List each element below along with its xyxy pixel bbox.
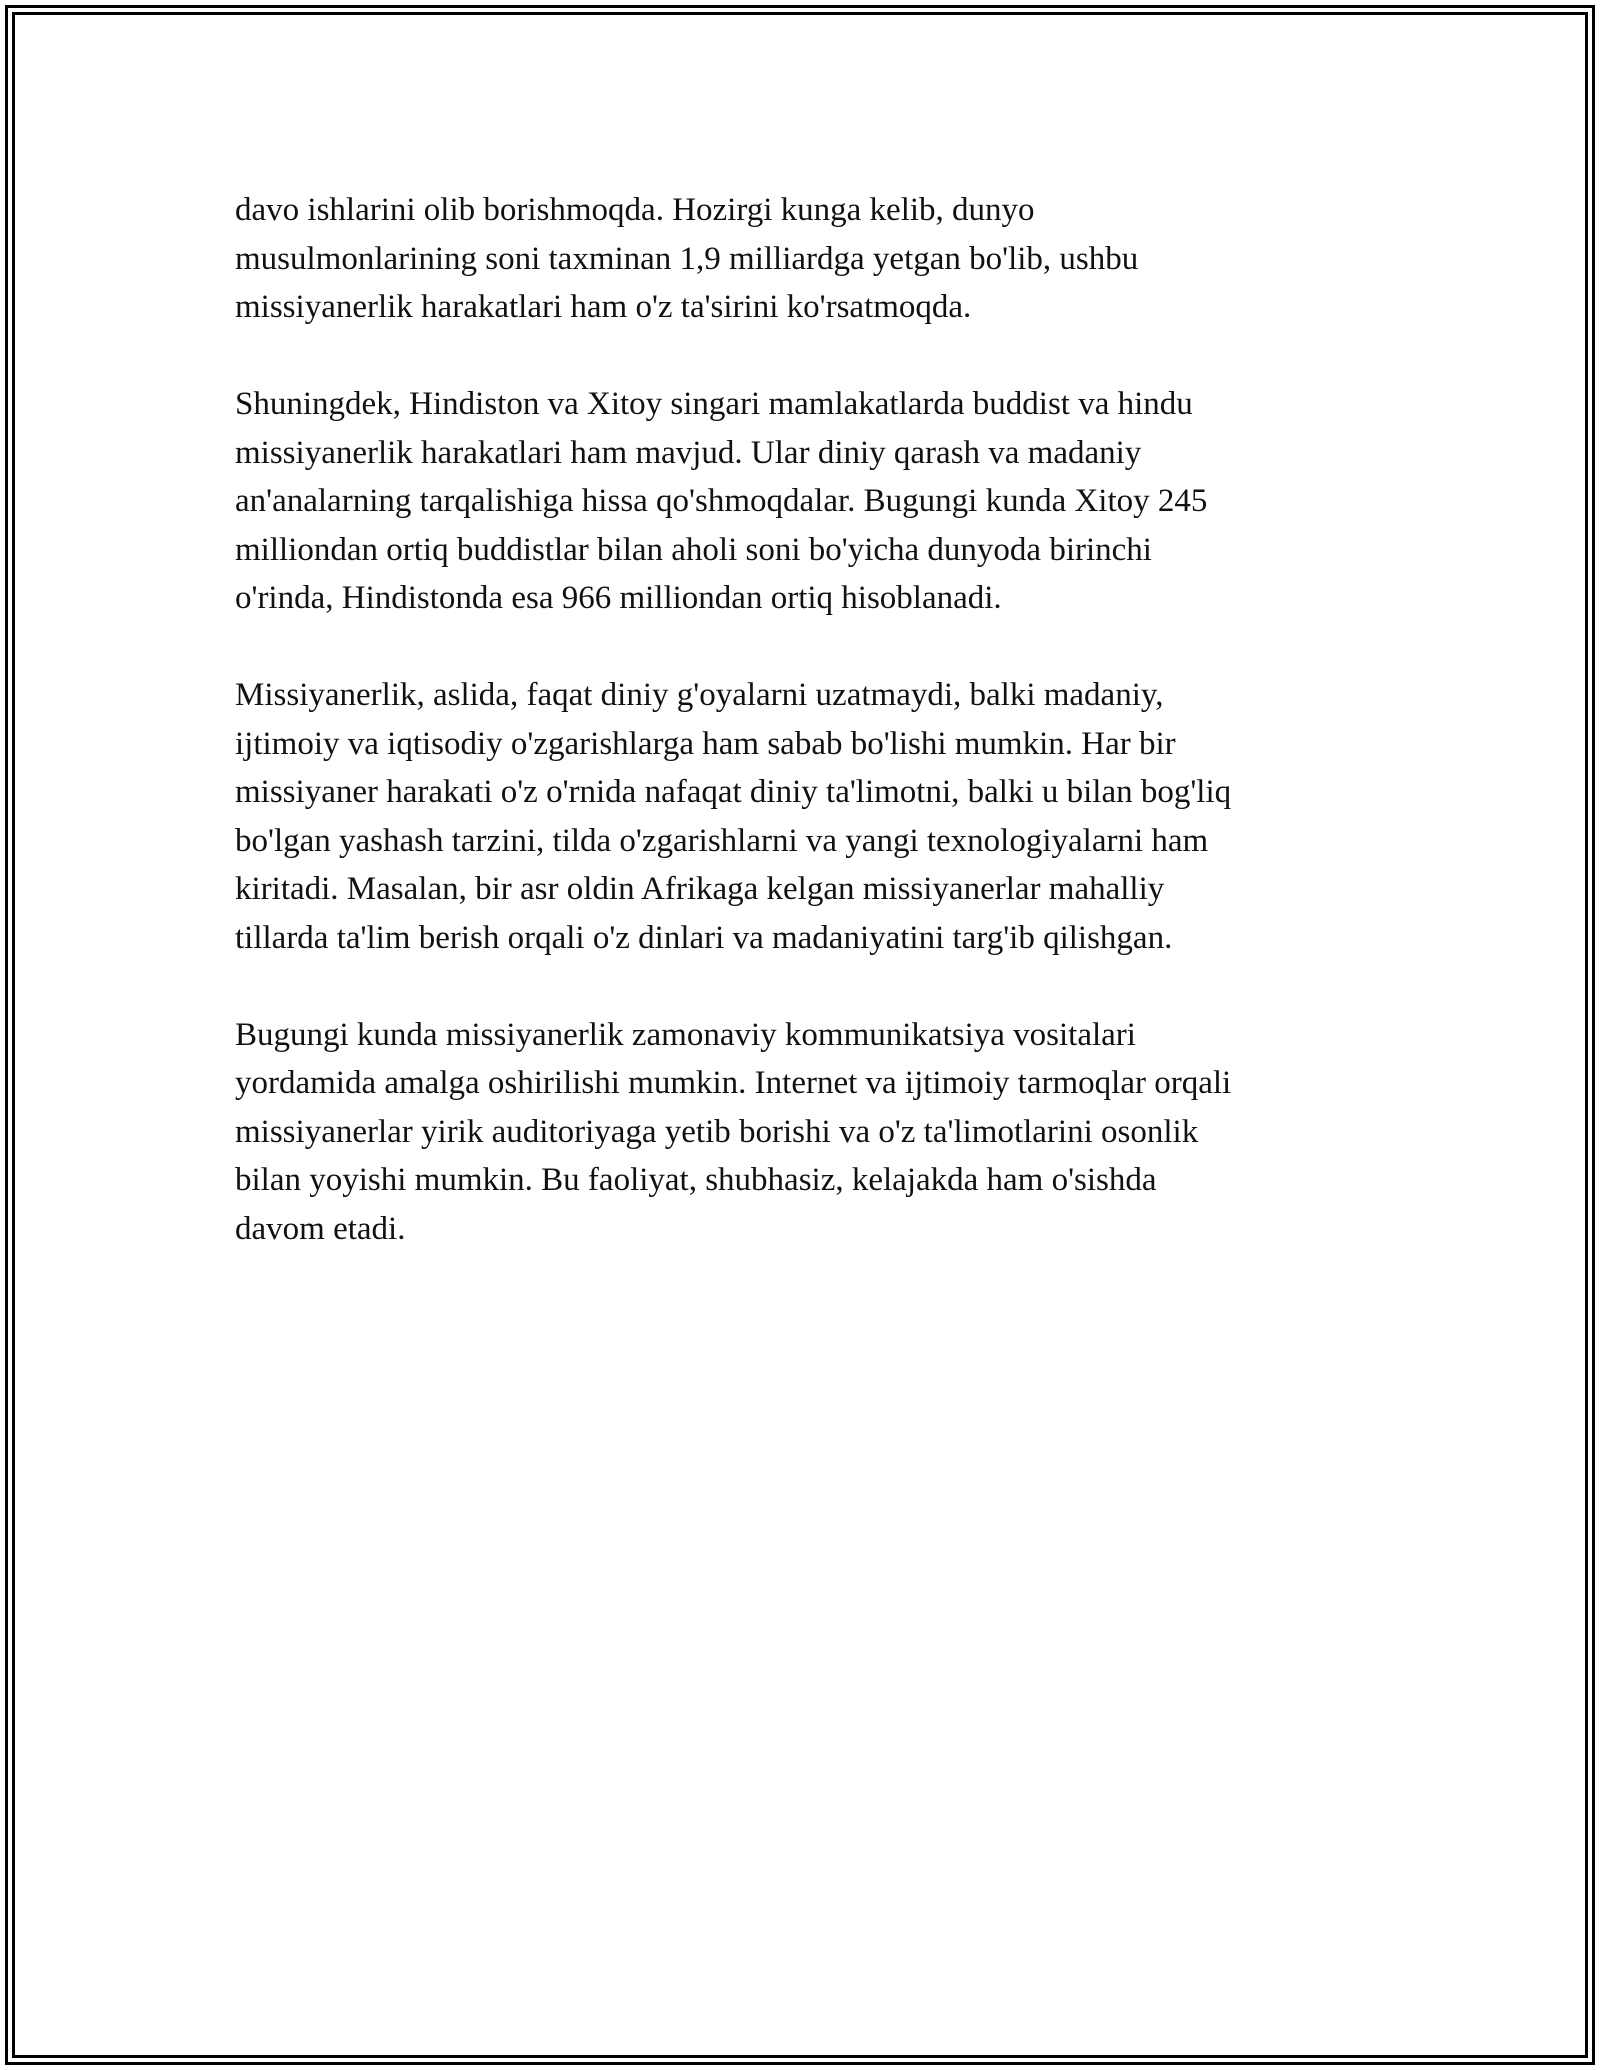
- paragraph-1: davo ishlarini olib borishmoqda. Hozirgi kunga kelib, dunyo musulmonlarining soni taxminan 1,9 milliardga yetgan bo'lib, ushbu missiyanerlik harakatlari ham o'z ta'sirini ko'rsatmoqda.: [235, 192, 1139, 325]
- document-body: [235, 186, 1365, 1253]
- paragraph-3: Missiyanerlik, aslida, faqat diniy g'oyalarni uzatmaydi, balki madaniy, ijtimoiy va iqtisodiy o'zgarishlarga ham sabab bo'lishi mumkin. Har bir missiyaner harakati o'z o'rnida nafaqat diniy ta'limotni, balki u bilan bog'liq bo'lgan yashash tarzini, tilda o'zgarishlarni va yangi texnologiyalarni ham kiritadi. Masalan, bir asr oldin Afrikaga kelgan missiyanerlar mahalliy tillarda ta'lim berish orqali o'z dinlari va madaniyatini targ'ib qilishgan.: [235, 677, 1232, 956]
- paragraph-2: Shuningdek, Hindiston va Xitoy singari mamlakatlarda buddist va hindu missiyanerlik harakatlari ham mavjud. Ular diniy qarash va madaniy an'analarning tarqalishiga hissa qo'shmoqdalar. Bugungi kunda Xitoy 245 milliondan ortiq buddistlar bilan aholi soni bo'yicha dunyoda birinchi o'rinda, Hindistonda esa 966 milliondan ortiq hisoblanadi.: [235, 386, 1208, 616]
- paragraph-4: Bugungi kunda missiyanerlik zamonaviy kommunikatsiya vositalari yordamida amalga oshirilishi mumkin. Internet va ijtimoiy tarmoqlar orqali missiyanerlar yirik auditoriyaga yetib borishi va o'z ta'limotlarini osonlik bilan yoyishi mumkin. Bu faoliyat, shubhasiz, kelajakda ham o'sishda davom etadi.: [235, 1016, 1232, 1247]
